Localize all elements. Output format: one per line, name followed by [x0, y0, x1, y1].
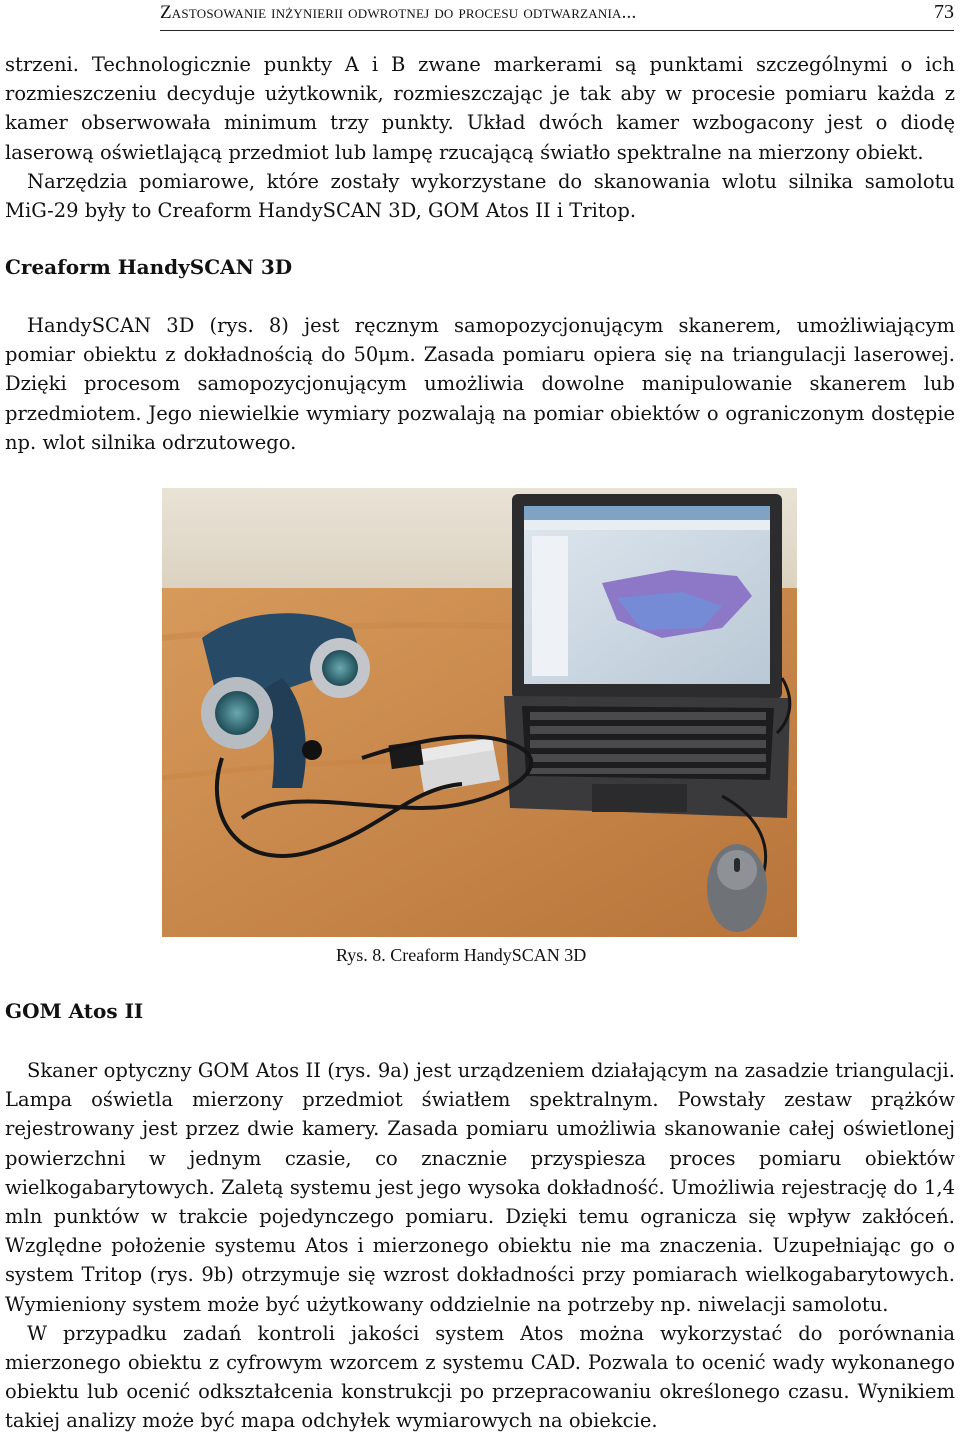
section-heading-handyscan: Creaform HandySCAN 3D — [5, 255, 293, 279]
page-number: 73 — [934, 1, 954, 23]
running-header — [160, 0, 954, 31]
handyscan-text — [5, 311, 955, 457]
atos-paragraph-2: W przypadku zadań kontroli jakości system Atos można wykorzystać do porównania mierzonego obiektu z cyfrowym wzorcem z systemu CAD. Pozwala to ocenić wady wykonanego obiektu lub ocenić odkształcenia konstrukcji po przepracowaniu określonego czasu. Wynikiem takiej analizy może być mapa odchyłek wymiarowych na obiekcie. — [5, 1321, 955, 1433]
intro-text — [5, 50, 955, 225]
handyscan-paragraph: HandySCAN 3D (rys. 8) jest ręcznym samopozycjonującym skanerem, umożliwiającym pomiar obiektu z dokładnością do 50μm. Zasada pomiaru opiera się na triangulacji laserowej. Dzięki procesom samopozycjonującym umożliwia dowolne manipulowanie skanerem lub przedmiotem. Jego niewielkie wymiary pozwalają na pomiar obiektów o ograniczonym dostępie np. wlot silnika odrzutowego. — [5, 314, 955, 454]
figure-caption: Rys. 8. Creaform HandySCAN 3D — [336, 945, 587, 965]
figure-handyscan-photo — [162, 488, 797, 937]
intro-paragraph-2: Narzędzia pomiarowe, które zostały wykorzystane do skanowania wlotu silnika samolotu MiG-29 były to Creaform HandySCAN 3D, GOM Atos II i Tritop. — [5, 169, 955, 223]
atos-paragraph-1: Skaner optyczny GOM Atos II (rys. 9a) jest urządzeniem działającym na zasadzie triangulacji. Lampa oświetla mierzony przedmiot światłem spektralnym. Powstały zestaw prążków rejestrowany jest przez dwie kamery. Zasada pomiaru umożliwia skanowanie całej oświetlonej powierzchni w jednym czasie, co znacznie przyspiesza proces pomiaru obiektów wielkogabarytowych. Zaletą systemu jest jego wysoka dokładność. Umożliwia rejestrację do 1,4 mln punktów w trakcie pojedynczego pomiaru. Dzięki temu ogranicza się wpływ zakłóceń. Względne położenie systemu Atos i mierzonego obiektu nie ma znaczenia. Uzupełniając go o system Tritop (rys. 9b) otrzymuje się wzrost dokładności przy pomiarach wielkogabarytowych. Wymieniony system może być użytkowany oddzielnie na potrzeby np. niwelacji samolotu. — [5, 1059, 955, 1316]
running-header-title: Zastosowanie inżynierii odwrotnej do procesu odtwarzania... — [160, 2, 637, 23]
section-heading-atos: GOM Atos II — [5, 999, 144, 1023]
atos-text — [5, 1056, 955, 1436]
intro-paragraph-1: strzeni. Technologicznie punkty A i B zwane markerami są punktami szczególnymi o ich rozmieszczeniu decyduje użytkownik, rozmieszczając je tak aby w procesie pomiaru każda z kamer obserwowała minimum trzy punkty. Układ dwóch kamer wzbogacony jest o diodę laserową oświetlającą przedmiot lub lampę rzucającą światło spektralne na mierzony obiekt. — [5, 53, 955, 164]
